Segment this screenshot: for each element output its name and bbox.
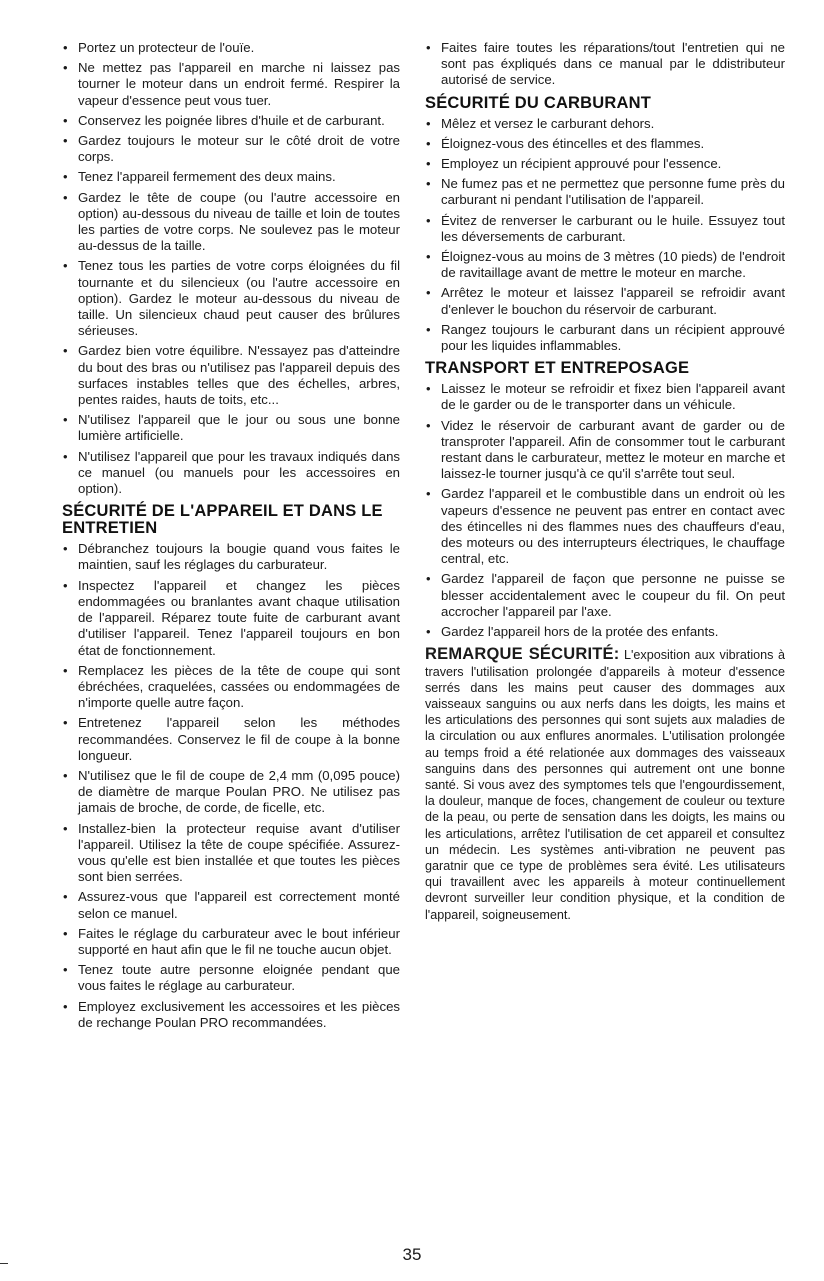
bullet-item: • Inspectez l'appareil et changez les pièces endommagées ou branlantes avant chaque utilisation de l'appareil. Réparez toute fuite de carburant avant d'utiliser l'appareil. Tenez l'appareil toujours en bon état de fonctionnement. <box>62 578 400 659</box>
bullet-item: • Employez un récipient approuvé pour l'essence. <box>425 156 785 172</box>
bullet-item: • Éloignez-vous au moins de 3 mètres (10 pieds) de l'endroit de ravitaillage avant de mettre le moteur en marche. <box>425 249 785 281</box>
bullet-item: • Conservez les poignée libres d'huile et de carburant. <box>62 113 400 129</box>
safety-note-body: L'exposition aux vibrations à travers l'utilisation prolongée d'appareils à moteur d'essence serrés dans les mains peut causer des dommages aux vaisseaux sanguins ou aux nerfs dans les doigts, les mains et les articulations des personnes qui sont sujets aux maladies de la circulation ou aux enflures anormales. L'utilisation prolongée au temps froid a été relationée aux dommages des vaisseaux sanguins dans des personnes qui autrement ont une bonne santé. Si vous avez des symptomes tels que l'engourdissement, la douleur, manque de foces, changement de couleur ou texture de la peau, ou perte de sensation dans les doigts, les mains ou les articulations, arrêtez l'utilisation de cet appareil et consultez un médecin. Les systèmes anti-vibration ne peuvent pas garatnir que ce type de problèmes sera évité. Les utilisateurs qui travaillent avec les appareils à moteur continuellement devront surveiller leur condition physique, et la condition de l'appareil, soigneusement. <box>425 648 785 922</box>
left-column <box>62 40 400 1035</box>
bullet-item: • N'utilisez l'appareil que pour les travaux indiqués dans ce manuel (ou manuels pour les accessoires en option). <box>62 449 400 498</box>
bullet-item: • Videz le réservoir de carburant avant de garder ou de transproter l'appareil. Afin de consommer tout le carburant restant dans le carburateur, mettez le moteur en marche et laissez-le tourner jusqu'à ce qu'il s'arrête tout seul. <box>425 418 785 483</box>
bullet-item: • Laissez le moteur se refroidir et fixez bien l'appareil avant de le garder ou de le transporter dans un véhicule. <box>425 381 785 413</box>
bullet-item: • Gardez l'appareil et le combustible dans un endroit où les vapeurs d'essence ne peuvent pas entrer en contact avec des étincelles ni des flammes nues des chauffeurs d'eau, des moteurs ou des interrupteurs électriques, le chauffage central, etc. <box>425 486 785 567</box>
safety-list-equipment <box>62 541 400 1031</box>
right-column <box>425 40 785 923</box>
bullet-item: • Mêlez et versez le carburant dehors. <box>425 116 785 132</box>
bullet-item: • N'utilisez que le fil de coupe de 2,4 mm (0,095 pouce) de diamètre de marque Poulan PRO. Ne utilisez pas jamais de broche, de corde, de ficelle, etc. <box>62 768 400 817</box>
bullet-item: • Ne mettez pas l'appareil en marche ni laissez pas tourner le moteur dans un endroit fermé. Respirer la vapeur d'essence peut vous tuer. <box>62 60 400 109</box>
bullet-item: • Tenez l'appareil fermement des deux mains. <box>62 169 400 185</box>
bullet-item: • Débranchez toujours la bougie quand vous faites le maintien, sauf les réglages du carburateur. <box>62 541 400 573</box>
bullet-item: • Tenez toute autre personne eloignée pendant que vous faites le réglage au carburateur. <box>62 962 400 994</box>
bullet-item: • Assurez-vous que l'appareil est correctement monté selon ce manuel. <box>62 889 400 921</box>
bullet-item: • Faites faire toutes les réparations/tout l'entretien qui ne sont pas éxpliqués dans ce manual par le ddistributeur autorisé de service. <box>425 40 785 89</box>
bullet-item: • Rangez toujours le carburant dans un récipient approuvé pour les liquides inflammables. <box>425 322 785 354</box>
bullet-item: • Employez exclusivement les accessoires et les pièces de rechange Poulan PRO recommandées. <box>62 999 400 1031</box>
bullet-item: • Entretenez l'appareil selon les méthodes recommandées. Conservez le fil de coupe à la bonne longueur. <box>62 715 400 764</box>
bullet-item: • Installez-bien la protecteur requise avant d'utiliser l'appareil. Utilisez la tête de coupe spécifiée. Assurez-vous qu'elle est bien installée et que toutes les pièces sont bien serrées. <box>62 821 400 886</box>
bullet-item: • Gardez l'appareil de façon que personne ne puisse se blesser accidentalement avec le coupeur du fil. On peut accrocher l'appareil par l'axe. <box>425 571 785 620</box>
edge-mark <box>0 1263 8 1264</box>
safety-note-paragraph <box>425 646 785 922</box>
bullet-item: • Gardez le tête de coupe (ou l'autre accessoire en option) au-dessous du niveau de taille et loin de toutes les parties de votre corps. Ne soulevez pas le moteur au-dessus de la taille. <box>62 190 400 255</box>
safety-note-heading: REMARQUE SÉCURITÉ: <box>425 645 620 664</box>
bullet-item: • Ne fumez pas et ne permettez que personne fume près du carburant ni pendant l'utilisation de l'appareil. <box>425 176 785 208</box>
section-heading-equipment-safety: SÉCURITÉ DE L'APPAREIL ET DANS LE ENTRETIEN <box>62 502 383 538</box>
bullet-item: • Faites le réglage du carburateur avec le bout inférieur supporté en haut afin que le fil ne touche aucun objet. <box>62 926 400 958</box>
safety-list-repairs <box>425 40 785 89</box>
bullet-item: • Portez un protecteur de l'ouïe. <box>62 40 400 56</box>
bullet-item: • Éloignez-vous des étincelles et des flammes. <box>425 136 785 152</box>
bullet-item: • Tenez tous les parties de votre corps éloignées du fil tournante et du silencieux (ou l'autre accessoire en option). Gardez le moteur au-dessous du niveau de taille. Un silencieux chaud peut causer des brûlures sérieuses. <box>62 258 400 339</box>
bullet-item: • Gardez bien votre équilibre. N'essayez pas d'atteindre du bout des bras ou n'utilisez pas l'appareil depuis des surfaces instables telles que des échelles, arbres, pentes raides, hauts de toits, etc... <box>62 343 400 408</box>
bullet-item: • Gardez toujours le moteur sur le côté droit de votre corps. <box>62 133 400 165</box>
safety-list-fuel <box>425 116 785 355</box>
safety-list-general <box>62 40 400 497</box>
section-heading-fuel-safety: SÉCURITÉ DU CARBURANT <box>425 93 652 112</box>
page-number: 35 <box>402 1245 422 1264</box>
bullet-item: • N'utilisez l'appareil que le jour ou sous une bonne lumière artificielle. <box>62 412 400 444</box>
section-heading-transport-storage: TRANSPORT ET ENTREPOSAGE <box>425 359 690 378</box>
safety-list-transport <box>425 381 785 640</box>
bullet-item: • Gardez l'appareil hors de la protée des enfants. <box>425 624 785 640</box>
bullet-item: • Remplacez les pièces de la tête de coupe qui sont ébréchées, craquelées, cassées ou endommagées de n'importe quelle autre façon. <box>62 663 400 712</box>
bullet-item: • Évitez de renverser le carburant ou le huile. Essuyez tout les déversements de carburant. <box>425 213 785 245</box>
bullet-item: • Arrêtez le moteur et laissez l'appareil se refroidir avant d'enlever le bouchon du réservoir de carburant. <box>425 285 785 317</box>
